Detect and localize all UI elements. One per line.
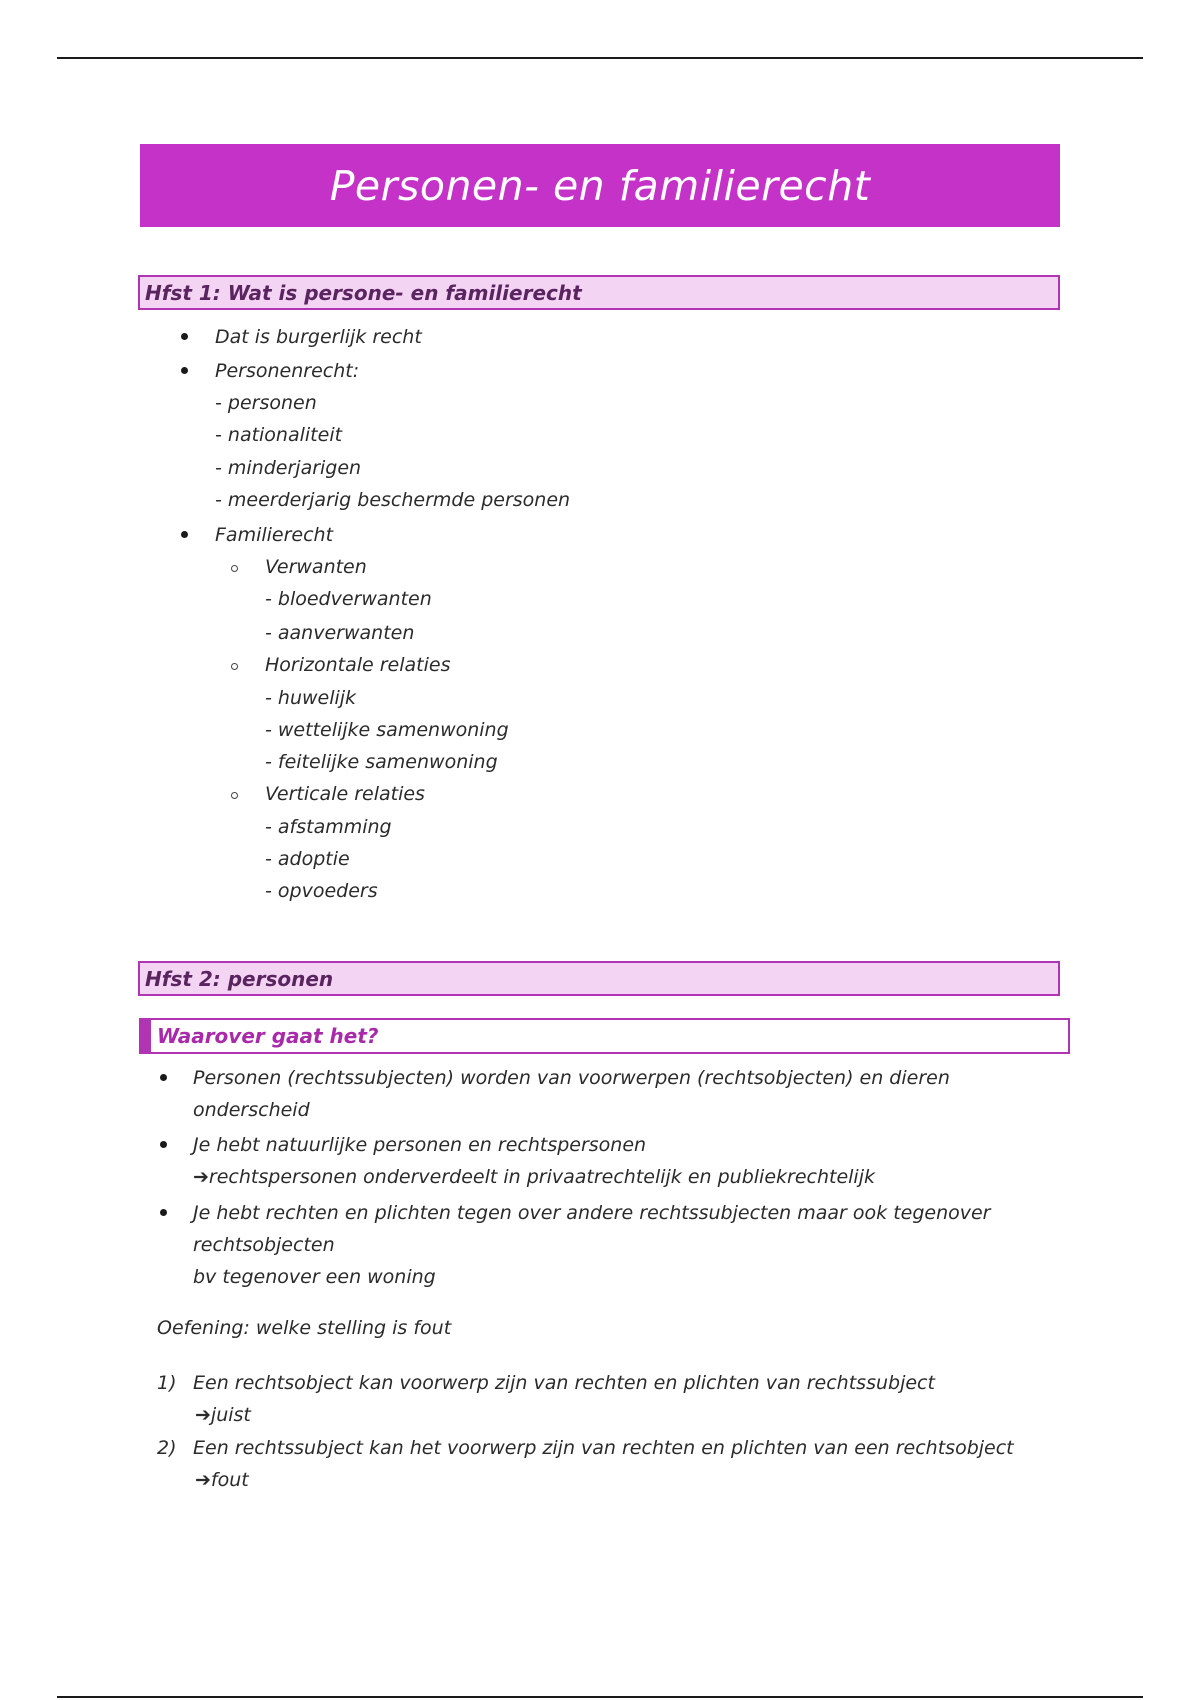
list-item: Je hebt rechten en plichten tegen over andere rechtssubjecten maar ook tegenover [193,1202,991,1224]
bullet-icon [160,1074,167,1081]
section-heading-box [139,1018,1070,1054]
question-number: 1) [157,1372,177,1394]
exercise-label: Oefening: welke stelling is fout [157,1317,452,1339]
list-item: - feitelijke samenwoning [265,751,498,773]
list-item: Familierecht [215,524,334,546]
list-item: - aanverwanten [265,622,415,644]
chapter-2-heading: Hfst 2: personen [145,966,334,991]
section-heading: Waarover gaat het? [157,1024,379,1048]
list-item: - adoptie [265,848,350,870]
circle-bullet-icon [231,792,238,799]
list-item: Personenrecht: [215,360,360,382]
list-item: ➔rechtspersonen onderverdeelt in privaatrechtelijk en publiekrechtelijk [193,1166,875,1188]
list-item: - meerderjarig beschermde personen [215,489,571,511]
list-item: Verwanten [265,556,367,578]
list-item: - huwelijk [265,687,357,709]
list-item: - wettelijke samenwoning [265,719,509,741]
list-item: onderscheid [193,1099,310,1121]
question-number: 2) [157,1437,177,1459]
chapter-1-heading-box [138,275,1060,310]
bullet-icon [160,1209,167,1216]
list-item: Horizontale relaties [265,654,451,676]
bullet-icon [160,1141,167,1148]
list-item: Dat is burgerlijk recht [215,326,422,348]
question-text: Een rechtssubject kan het voorwerp zijn van rechten en plichten van een rechtsobject [193,1437,1014,1459]
list-item: - opvoeders [265,880,378,902]
bullet-icon [181,367,188,374]
list-item: - minderjarigen [215,457,362,479]
list-item: rechtsobjecten [193,1234,335,1256]
list-item: - bloedverwanten [265,588,432,610]
list-item: Je hebt natuurlijke personen en rechtspersonen [193,1134,647,1156]
top-rule [57,57,1143,59]
question-answer: ➔fout [195,1469,249,1491]
title-banner [140,144,1060,227]
list-item: - afstamming [265,816,392,838]
chapter-2-heading-box [138,961,1060,996]
bullet-icon [181,531,188,538]
list-item: - nationaliteit [215,424,343,446]
circle-bullet-icon [231,663,238,670]
list-item: - personen [215,392,317,414]
bottom-rule [57,1696,1143,1698]
question-text: Een rechtsobject kan voorwerp zijn van rechten en plichten van rechtssubject [193,1372,935,1394]
circle-bullet-icon [231,565,238,572]
list-item: Verticale relaties [265,783,425,805]
list-item: bv tegenover een woning [193,1266,436,1288]
document-title: Personen- en familierecht [329,161,871,210]
list-item: Personen (rechtssubjecten) worden van voorwerpen (rechtsobjecten) en dieren [193,1067,950,1089]
chapter-1-heading: Hfst 1: Wat is persone- en familierecht [145,280,582,305]
question-answer: ➔juist [195,1404,251,1426]
bullet-icon [181,333,188,340]
